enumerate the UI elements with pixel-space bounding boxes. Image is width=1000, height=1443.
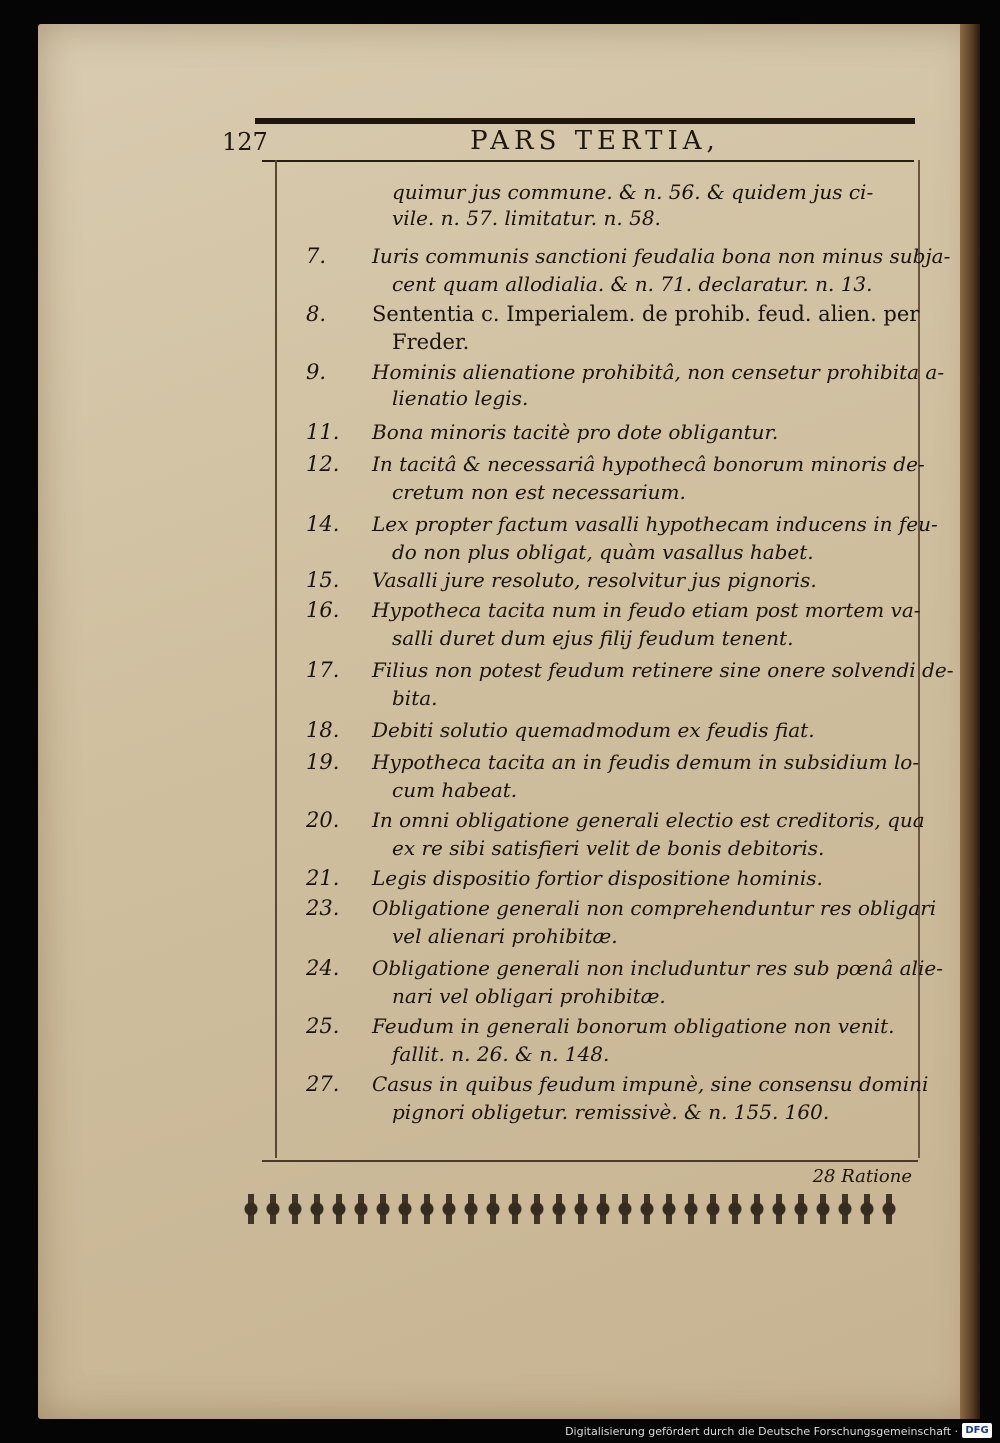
entry-number: 16. — [306, 598, 340, 622]
entry-number: 21. — [306, 866, 340, 890]
entry-line: cum habeat. — [392, 778, 518, 802]
running-head: PARS TERTIA, — [470, 126, 720, 156]
dfg-logo: DFG — [962, 1423, 992, 1438]
entry-number: 11. — [306, 420, 340, 444]
entry-number: 18. — [306, 718, 340, 742]
entry-line: do non plus obligat, quàm vasallus habet. — [392, 540, 814, 564]
entry-line: ex re sibi satisfieri velit de bonis debitoris. — [392, 836, 825, 860]
entry-number: 12. — [306, 452, 340, 476]
entry-number: 9. — [306, 360, 327, 384]
entry-number: 24. — [306, 956, 340, 980]
entry-line: vile. n. 57. limitatur. n. 58. — [392, 206, 661, 230]
entry-line: Iuris communis sanctioni feudalia bona non minus subja- — [372, 244, 951, 268]
bottom-rule — [262, 1160, 918, 1162]
entry-line: cent quam allodialia. & n. 71. declaratur. n. 13. — [392, 272, 873, 296]
ornament-border — [240, 1194, 896, 1224]
entry-number: 27. — [306, 1072, 340, 1096]
entry-number: 19. — [306, 750, 340, 774]
entry-number: 8. — [306, 302, 327, 326]
catchword: 28 Ratione — [812, 1166, 912, 1187]
page-number: 127 — [222, 128, 268, 156]
entry-line: Feudum in generali bonorum obligatione non venit. — [372, 1014, 895, 1038]
entry-line: vel alienari prohibitæ. — [392, 924, 618, 948]
entry-line: Obligatione generali non comprehenduntur res obligari — [372, 896, 937, 920]
entry-number: 20. — [306, 808, 340, 832]
entry-number: 15. — [306, 568, 340, 592]
entry-line: Sententia c. Imperialem. de prohib. feud. alien. per — [372, 302, 920, 326]
entry-line: Legis dispositio fortior dispositione hominis. — [372, 866, 823, 890]
entry-line: fallit. n. 26. & n. 148. — [392, 1042, 610, 1066]
entry-number: 17. — [306, 658, 340, 682]
entry-line: lienatio legis. — [392, 386, 529, 410]
entry-line: Vasalli jure resoluto, resolvitur jus pignoris. — [372, 568, 817, 592]
entry-line: pignori obligetur. remissivè. & n. 155. 160. — [392, 1100, 830, 1124]
entry-line: salli duret dum ejus filij feudum tenent. — [392, 626, 794, 650]
entry-line: cretum non est necessarium. — [392, 480, 686, 504]
entry-line: Debiti solutio quemadmodum ex feudis fiat. — [372, 718, 815, 742]
entry-line: Hypotheca tacita num in feudo etiam post mortem va- — [372, 598, 921, 622]
entry-line: In omni obligatione generali electio est creditoris, qua — [372, 808, 925, 832]
entry-number: 25. — [306, 1014, 340, 1038]
entry-line: Casus in quibus feudum impunè, sine consensu domini — [372, 1072, 929, 1096]
entry-line: Obligatione generali non includuntur res sub pœnâ alie- — [372, 956, 943, 980]
entry-line: Lex propter factum vasalli hypothecam inducens in feu- — [372, 512, 938, 536]
entry-line: nari vel obligari prohibitæ. — [392, 984, 666, 1008]
entry-line: quimur jus commune. & n. 56. & quidem jus ci- — [392, 180, 874, 204]
entry-line: bita. — [392, 686, 438, 710]
entry-line: Filius non potest feudum retinere sine onere solvendi de- — [372, 658, 954, 682]
entry-number: 23. — [306, 896, 340, 920]
entry-line: In tacitâ & necessariâ hypothecâ bonorum minoris de- — [372, 452, 925, 476]
entry-line: Hypotheca tacita an in feudis demum in subsidium lo- — [372, 750, 920, 774]
entry-number: 14. — [306, 512, 340, 536]
entry-line: Bona minoris tacitè pro dote obligantur. — [372, 420, 779, 444]
entry-line: Hominis alienatione prohibitâ, non censetur prohibita a- — [372, 360, 945, 384]
entry-number: 7. — [306, 244, 327, 268]
entry-line: Freder. — [392, 330, 470, 354]
footer-credit: Digitalisierung gefördert durch die Deutsche Forschungsgemeinschaft · — [565, 1425, 958, 1438]
